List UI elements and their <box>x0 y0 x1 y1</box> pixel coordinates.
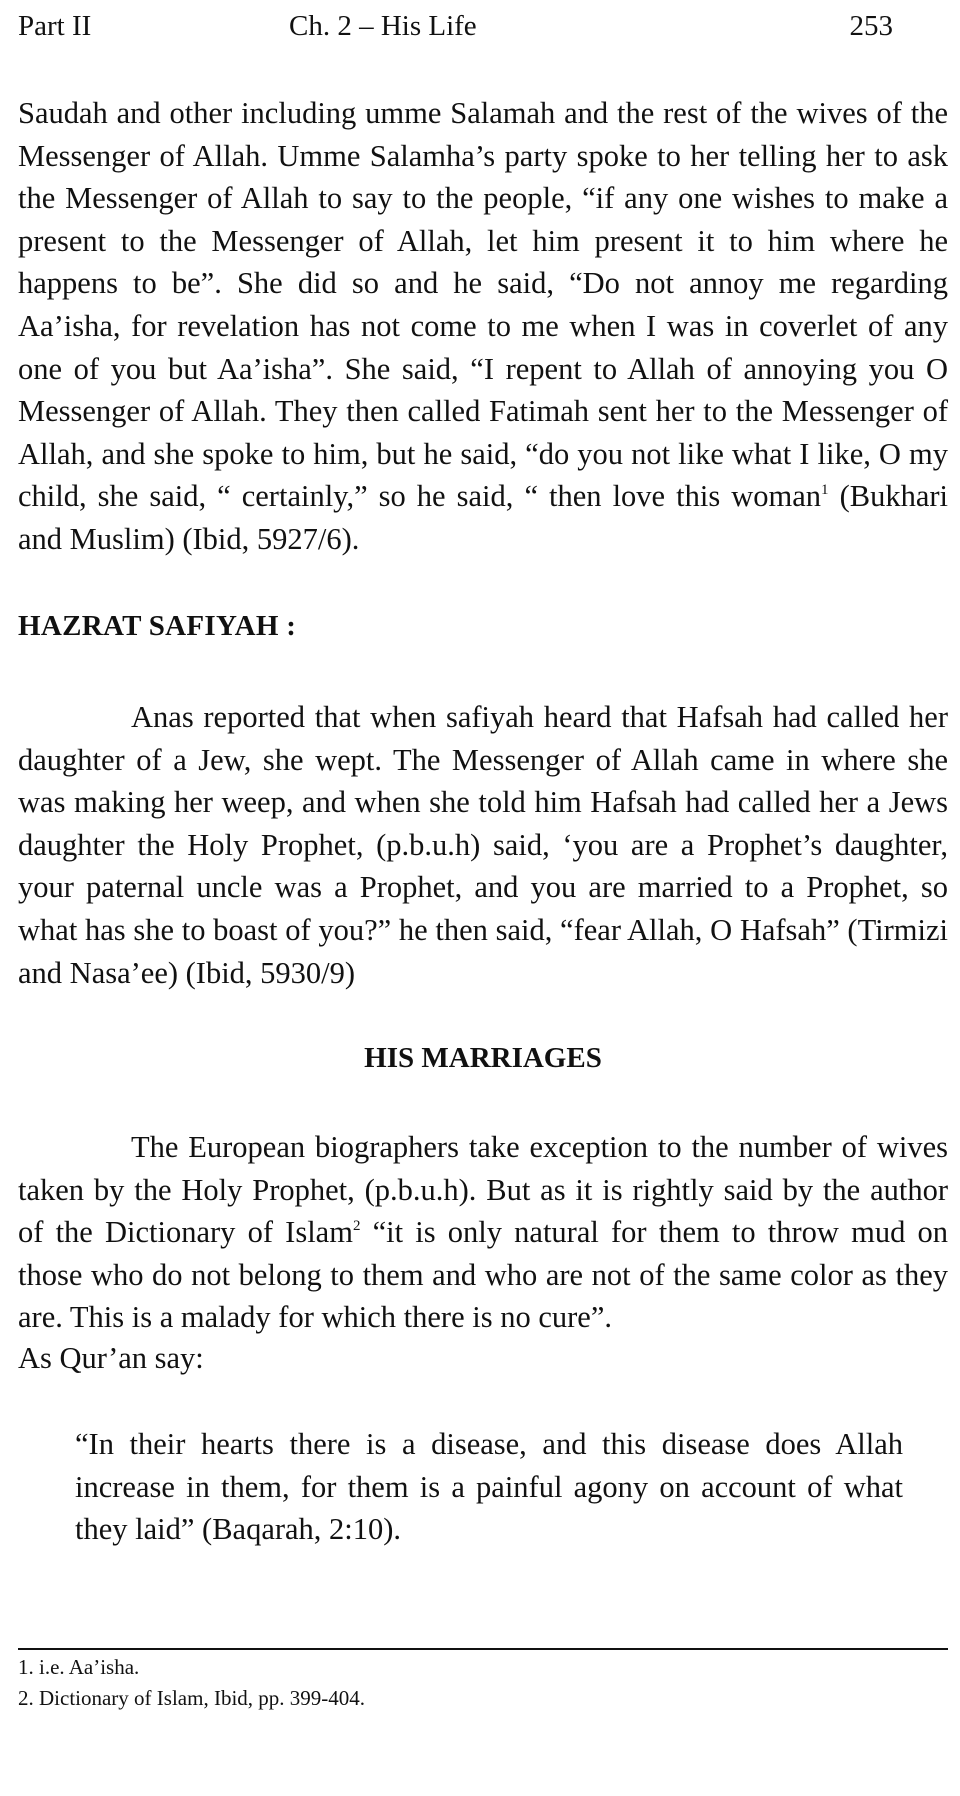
header-chapter: Ch. 2 – His Life <box>289 10 477 42</box>
paragraph-text: Saudah and other including umme Salamah and the rest of the wives of the Messenger of Allah. Umme Salamha’s party spoke to her telling her to ask the Messenger of Allah to say to the people, “if any one wishes to make a present to the Messenger of Allah, let him present it to him where he happens to be”. She did so and he said, “Do not annoy me regarding Aa’isha, for revelation has not come to me when I was in coverlet of any one of you but Aa’isha”. She said, “I repent to Allah of annoying you O Messenger of Allah. They then called Fatimah sent her to the Messenger of Allah, and she spoke to him, but he said, “do you not like what I like, O my child, she said, “ certainly,” so he said, “ then love this woman <box>18 96 948 514</box>
paragraph-text: “it is only natural for them to throw mud on those who do not belong to them and who are not of the same color as they are. This is a malady for which there is no cure”. <box>18 1215 948 1335</box>
footnote-2: 2. Dictionary of Islam, Ibid, pp. 399-404. <box>18 1686 366 1710</box>
footnotes <box>18 1652 365 1714</box>
section-heading-safiyah: HAZRAT SAFIYAH : <box>18 610 297 642</box>
paragraph-marriages <box>18 1126 948 1339</box>
paragraph-text: (Bukhari and Muslim) (Ibid, 5927/6). <box>18 479 948 556</box>
footnote-reference: 2 <box>352 1218 361 1235</box>
footnote-1: 1. i.e. Aa’isha. <box>18 1655 140 1679</box>
paragraph-safiyah: Anas reported that when safiyah heard that Hafsah had called her daughter of a Jew, she wept. The Messenger of Allah came in where she was making her weep, and when she told him Hafsah had called her a Jews daughter the Holy Prophet, (p.b.u.h) said, ‘you are a Prophet’s daughter, your paternal uncle was a Prophet, and you are married to a Prophet, so what has she to boast of you?” he then said, “fear Allah, O Hafsah” (Tirmizi and Nasa’ee) (Ibid, 5930/9) <box>18 700 948 990</box>
block-quote: “In their hearts there is a disease, and this disease does Allah increase in them, for them is a painful agony on account of what they laid” (Baqarah, 2:10). <box>75 1427 903 1547</box>
paragraph-text: The European biographers take exception to the number of wives taken by the Holy Prophet, (p.b.u.h). But as it is rightly said by the author of the Dictionary of Islam <box>18 1130 948 1250</box>
footnote-reference: 1 <box>821 482 829 499</box>
footnote-divider <box>18 1648 948 1650</box>
paragraph-wives-intro <box>18 92 948 561</box>
page-number: 253 <box>849 10 893 42</box>
running-header <box>18 10 893 50</box>
header-part: Part II <box>18 10 92 42</box>
quran-intro-line: As Qur’an say: <box>18 1341 204 1375</box>
section-heading-marriages: HIS MARRIAGES <box>364 1042 602 1074</box>
